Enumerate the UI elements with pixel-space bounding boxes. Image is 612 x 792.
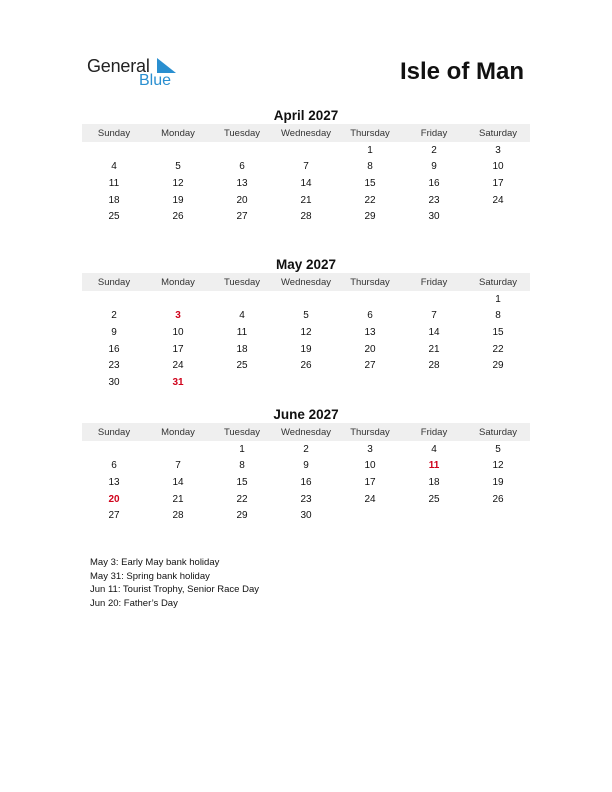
day-cell: 17 (364, 476, 376, 488)
day-cell: 14 (428, 326, 440, 338)
day-cell: 16 (300, 476, 312, 488)
weekday-label: Saturday (478, 127, 518, 139)
day-cell: 24 (364, 493, 376, 505)
day-cell: 15 (364, 177, 376, 189)
day-cell: 30 (300, 510, 312, 522)
day-cell: 13 (236, 177, 248, 189)
week-row (82, 491, 530, 508)
day-cell: 6 (111, 460, 117, 472)
holiday-notes (90, 556, 259, 610)
week-row (82, 507, 530, 524)
month-title: May 2027 (275, 257, 337, 272)
day-cell: 16 (108, 343, 120, 355)
brand-logo (87, 56, 187, 92)
week-row (82, 474, 530, 491)
day-cell: 8 (239, 460, 245, 472)
weekday-header (82, 423, 530, 441)
day-cell: 9 (431, 161, 437, 173)
weekday-label: Monday (161, 276, 195, 288)
weekday-label: Friday (420, 276, 448, 288)
weekday-label: Thursday (350, 426, 390, 438)
day-cell: 24 (492, 194, 504, 206)
day-cell: 28 (428, 360, 440, 372)
day-cell: 15 (236, 476, 248, 488)
day-cell: 1 (495, 293, 501, 305)
holiday-day-cell: 11 (428, 460, 440, 472)
day-cell: 11 (236, 326, 248, 338)
day-cell: 8 (367, 161, 373, 173)
day-cell: 12 (492, 460, 504, 472)
weekday-header (82, 273, 530, 291)
day-cell: 19 (300, 343, 312, 355)
weekday-label: Sunday (97, 276, 131, 288)
day-cell: 22 (364, 194, 376, 206)
holiday-day-cell: 20 (108, 493, 120, 505)
day-cell: 9 (303, 460, 309, 472)
day-cell: 8 (495, 310, 501, 322)
day-cell: 6 (367, 310, 373, 322)
month-may (82, 256, 530, 391)
day-cell: 21 (172, 493, 184, 505)
weekday-label: Tuesday (223, 127, 261, 139)
week-row (82, 341, 530, 358)
day-cell: 11 (108, 177, 120, 189)
day-cell: 9 (111, 326, 117, 338)
month-april (82, 107, 530, 225)
day-cell: 22 (492, 343, 504, 355)
day-cell: 25 (428, 493, 440, 505)
day-cell: 13 (364, 326, 376, 338)
day-cell: 29 (236, 510, 248, 522)
week-row (82, 291, 530, 308)
day-cell: 3 (367, 443, 373, 455)
week-row (82, 458, 530, 475)
day-cell: 16 (428, 177, 440, 189)
weekday-label: Sunday (97, 127, 131, 139)
day-cell: 14 (172, 476, 184, 488)
day-cell: 20 (236, 194, 248, 206)
logo-text-general: General (87, 56, 150, 76)
day-cell: 5 (495, 443, 501, 455)
weekday-label: Friday (420, 426, 448, 438)
day-cell: 26 (492, 493, 504, 505)
week-row (82, 324, 530, 341)
week-row (82, 357, 530, 374)
month-title: June 2027 (273, 407, 339, 422)
week-row (82, 142, 530, 159)
day-cell: 20 (364, 343, 376, 355)
day-cell: 22 (236, 493, 248, 505)
day-cell: 1 (239, 443, 245, 455)
day-cell: 23 (428, 194, 440, 206)
holiday-note: Jun 11: Tourist Trophy, Senior Race Day (90, 584, 259, 595)
holiday-note: May 31: Spring bank holiday (90, 570, 210, 582)
day-cell: 7 (175, 460, 181, 472)
country-title: Isle of Man (399, 58, 524, 85)
holiday-day-cell: 31 (172, 376, 184, 388)
day-cell: 23 (300, 493, 312, 505)
logo-text-blue: Blue (139, 72, 172, 89)
weekday-label: Wednesday (281, 127, 331, 139)
weekday-label: Tuesday (223, 276, 261, 288)
weekday-header (82, 124, 530, 142)
day-cell: 12 (172, 177, 184, 189)
day-cell: 10 (364, 460, 376, 472)
day-cell: 10 (172, 326, 184, 338)
day-cell: 18 (236, 343, 248, 355)
day-cell: 19 (172, 194, 184, 206)
day-cell: 1 (367, 144, 373, 156)
weekday-label: Thursday (350, 276, 390, 288)
day-cell: 15 (492, 326, 504, 338)
day-cell: 19 (492, 476, 504, 488)
day-cell: 25 (236, 360, 248, 372)
day-cell: 10 (492, 161, 504, 173)
day-cell: 30 (428, 211, 440, 223)
day-cell: 25 (108, 211, 120, 223)
month-june (82, 406, 530, 524)
day-cell: 27 (236, 211, 248, 223)
day-cell: 17 (172, 343, 184, 355)
week-row (82, 159, 530, 176)
weekday-label: Thursday (350, 127, 390, 139)
day-cell: 4 (111, 161, 117, 173)
day-cell: 23 (108, 360, 120, 372)
day-cell: 3 (495, 144, 501, 156)
day-cell: 13 (108, 476, 120, 488)
week-row (82, 192, 530, 209)
day-cell: 28 (300, 211, 312, 223)
week-row (82, 208, 530, 225)
holiday-note: Jun 20: Father’s Day (90, 597, 178, 609)
holiday-note: May 3: Early May bank holiday (90, 557, 220, 568)
day-cell: 27 (108, 510, 120, 522)
day-cell: 7 (303, 161, 309, 173)
day-cell: 28 (172, 510, 184, 522)
holiday-day-cell: 3 (175, 310, 181, 322)
day-cell: 4 (431, 443, 437, 455)
week-row (82, 308, 530, 325)
day-cell: 26 (172, 211, 184, 223)
day-cell: 29 (364, 211, 376, 223)
day-cell: 6 (239, 161, 245, 173)
day-cell: 14 (300, 177, 312, 189)
week-row (82, 374, 530, 391)
day-cell: 18 (428, 476, 440, 488)
day-cell: 21 (428, 343, 440, 355)
day-cell: 18 (108, 194, 120, 206)
day-cell: 2 (431, 144, 437, 156)
day-cell: 5 (175, 161, 181, 173)
weekday-label: Monday (161, 127, 195, 139)
day-cell: 5 (303, 310, 309, 322)
day-cell: 17 (492, 177, 504, 189)
day-cell: 30 (108, 376, 120, 388)
day-cell: 12 (300, 326, 312, 338)
week-row (82, 175, 530, 192)
weekday-label: Monday (161, 426, 195, 438)
day-cell: 2 (111, 310, 117, 322)
day-cell: 7 (431, 310, 437, 322)
month-title: April 2027 (273, 108, 339, 123)
weekday-label: Wednesday (281, 426, 331, 438)
weekday-label: Saturday (478, 426, 518, 438)
weekday-label: Tuesday (223, 426, 261, 438)
weekday-label: Friday (420, 127, 448, 139)
day-cell: 26 (300, 360, 312, 372)
day-cell: 24 (172, 360, 184, 372)
weekday-label: Sunday (97, 426, 131, 438)
weekday-label: Saturday (478, 276, 518, 288)
week-row (82, 441, 530, 458)
day-cell: 2 (303, 443, 309, 455)
day-cell: 4 (239, 310, 245, 322)
day-cell: 29 (492, 360, 504, 372)
day-cell: 27 (364, 360, 376, 372)
day-cell: 21 (300, 194, 312, 206)
weekday-label: Wednesday (281, 276, 331, 288)
